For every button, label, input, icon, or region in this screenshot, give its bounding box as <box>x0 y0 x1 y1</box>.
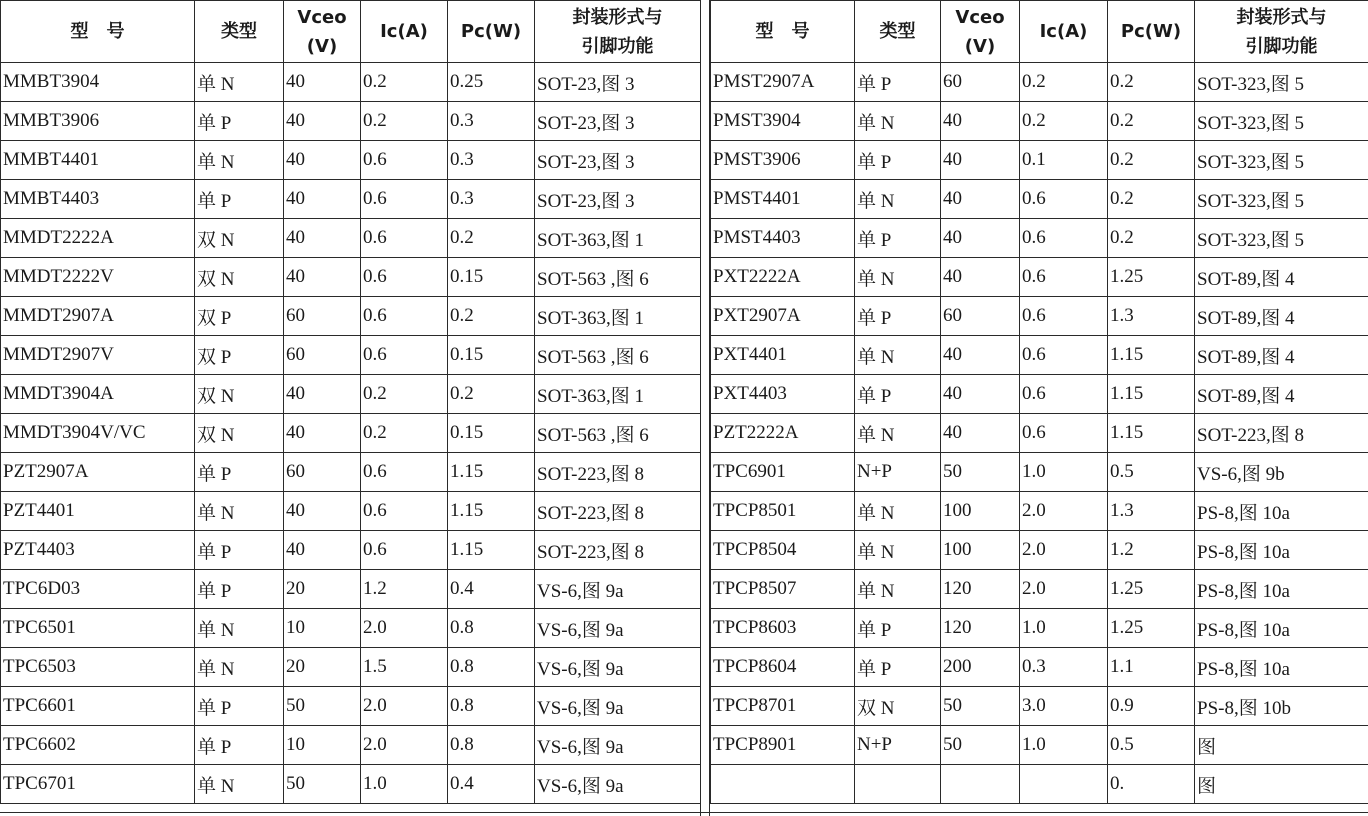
vceo-cell: 40 <box>284 180 361 219</box>
model-cell: MMDT3904A <box>1 375 195 414</box>
table-row <box>711 765 1368 804</box>
package-cell: SOT-23,图 3 <box>535 102 701 141</box>
ic-cell: 1.0 <box>1020 609 1108 648</box>
type-cell: 双 P <box>195 297 284 336</box>
vceo-cell: 20 <box>284 570 361 609</box>
type-cell: 双 N <box>195 414 284 453</box>
table-row <box>1 726 701 765</box>
table-row <box>1 765 701 804</box>
pc-cell: 0.3 <box>448 102 535 141</box>
package-cell: SOT-323,图 5 <box>1195 63 1368 102</box>
table-row <box>1 453 701 492</box>
table-row <box>711 570 1368 609</box>
table-divider <box>700 0 710 816</box>
ic-cell: 2.0 <box>1020 531 1108 570</box>
model-header: 型 号 <box>1 1 195 63</box>
ic-cell: 0.6 <box>1020 258 1108 297</box>
type-cell: 单 P <box>195 102 284 141</box>
ic-cell: 1.0 <box>361 765 448 804</box>
vceo-header-line2: (V) <box>964 35 996 57</box>
package-header <box>535 1 701 63</box>
pc-cell: 1.1 <box>1108 648 1195 687</box>
vceo-cell: 20 <box>284 648 361 687</box>
vceo-cell: 60 <box>284 297 361 336</box>
vceo-header-line2: (V) <box>306 35 338 57</box>
package-cell: SOT-363,图 1 <box>535 219 701 258</box>
type-cell: 单 N <box>195 765 284 804</box>
left-table-body <box>1 63 701 804</box>
vceo-cell: 50 <box>941 726 1020 765</box>
model-cell: PMST3906 <box>711 141 855 180</box>
ic-header: Ic(A) <box>1020 1 1108 63</box>
model-cell: TPC6D03 <box>1 570 195 609</box>
package-cell: SOT-323,图 5 <box>1195 102 1368 141</box>
ic-cell: 3.0 <box>1020 687 1108 726</box>
pc-header: Pc(W) <box>1108 1 1195 63</box>
pc-cell: 1.15 <box>448 453 535 492</box>
model-cell: PXT2907A <box>711 297 855 336</box>
pc-cell: 1.25 <box>1108 570 1195 609</box>
table-row <box>1 414 701 453</box>
ic-cell: 2.0 <box>361 726 448 765</box>
type-cell: 单 P <box>855 63 941 102</box>
vceo-cell: 40 <box>284 219 361 258</box>
model-cell: PMST4403 <box>711 219 855 258</box>
ic-cell: 0.6 <box>361 492 448 531</box>
table-row <box>711 102 1368 141</box>
package-cell: 图 <box>1195 726 1368 765</box>
pc-cell: 0.3 <box>448 180 535 219</box>
model-cell: TPCP8501 <box>711 492 855 531</box>
vceo-cell: 40 <box>941 258 1020 297</box>
package-cell: VS-6,图 9a <box>535 570 701 609</box>
pc-cell: 0.8 <box>448 726 535 765</box>
package-cell: SOT-89,图 4 <box>1195 336 1368 375</box>
type-cell: 单 N <box>855 258 941 297</box>
pc-cell: 0.2 <box>448 375 535 414</box>
type-cell: 单 N <box>195 648 284 687</box>
model-cell: TPC6601 <box>1 687 195 726</box>
ic-cell: 2.0 <box>1020 570 1108 609</box>
package-cell: SOT-223,图 8 <box>535 531 701 570</box>
bottom-rule <box>0 812 1368 813</box>
model-cell: PXT4403 <box>711 375 855 414</box>
ic-cell <box>1020 765 1108 804</box>
model-cell: TPCP8507 <box>711 570 855 609</box>
ic-cell: 0.6 <box>361 297 448 336</box>
pc-cell: 0.2 <box>448 297 535 336</box>
package-cell: SOT-323,图 5 <box>1195 180 1368 219</box>
vceo-cell: 50 <box>941 687 1020 726</box>
table-row <box>711 63 1368 102</box>
package-header-line1: 封装形式与 <box>1236 6 1327 28</box>
package-cell: SOT-23,图 3 <box>535 141 701 180</box>
model-cell: PXT2222A <box>711 258 855 297</box>
pc-cell: 0.25 <box>448 63 535 102</box>
right-table-body <box>711 63 1368 804</box>
table-row <box>711 648 1368 687</box>
ic-cell: 0.6 <box>361 180 448 219</box>
package-cell: VS-6,图 9a <box>535 687 701 726</box>
model-cell: TPCP8603 <box>711 609 855 648</box>
right-header-row <box>711 1 1368 63</box>
model-cell: TPCP8504 <box>711 531 855 570</box>
model-cell: TPC6602 <box>1 726 195 765</box>
table-row <box>711 531 1368 570</box>
pc-cell: 0.2 <box>1108 219 1195 258</box>
ic-cell: 1.0 <box>1020 453 1108 492</box>
vceo-cell: 50 <box>284 765 361 804</box>
ic-cell: 0.6 <box>361 531 448 570</box>
type-cell: 单 P <box>195 531 284 570</box>
type-cell: 单 P <box>195 726 284 765</box>
vceo-cell: 40 <box>941 375 1020 414</box>
pc-cell: 0.15 <box>448 258 535 297</box>
ic-cell: 0.6 <box>1020 219 1108 258</box>
model-cell: MMDT2222V <box>1 258 195 297</box>
vceo-cell: 40 <box>284 102 361 141</box>
pc-cell: 1.2 <box>1108 531 1195 570</box>
type-header: 类型 <box>195 1 284 63</box>
pc-cell: 1.15 <box>1108 375 1195 414</box>
vceo-cell: 40 <box>284 63 361 102</box>
pc-cell: 1.25 <box>1108 609 1195 648</box>
model-cell: MMBT4401 <box>1 141 195 180</box>
vceo-cell: 40 <box>284 258 361 297</box>
pc-cell: 0.2 <box>1108 141 1195 180</box>
table-row <box>1 609 701 648</box>
vceo-cell <box>941 765 1020 804</box>
table-row <box>711 726 1368 765</box>
ic-header: Ic(A) <box>361 1 448 63</box>
vceo-cell: 120 <box>941 609 1020 648</box>
type-cell: 单 P <box>855 297 941 336</box>
pc-cell: 0.9 <box>1108 687 1195 726</box>
vceo-cell: 40 <box>284 414 361 453</box>
type-cell: 单 N <box>195 141 284 180</box>
table-row <box>711 180 1368 219</box>
package-header <box>1195 1 1368 63</box>
table-row <box>711 375 1368 414</box>
vceo-header <box>284 1 361 63</box>
vceo-cell: 100 <box>941 492 1020 531</box>
package-cell: VS-6,图 9a <box>535 648 701 687</box>
model-cell: TPC6701 <box>1 765 195 804</box>
pc-cell: 0.8 <box>448 648 535 687</box>
type-cell: 单 P <box>195 180 284 219</box>
package-cell: SOT-23,图 3 <box>535 180 701 219</box>
package-cell: SOT-223,图 8 <box>535 492 701 531</box>
ic-cell: 2.0 <box>361 609 448 648</box>
package-cell: VS-6,图 9a <box>535 765 701 804</box>
model-cell: MMBT3904 <box>1 63 195 102</box>
table-row <box>1 570 701 609</box>
vceo-cell: 40 <box>284 492 361 531</box>
type-cell: 双 N <box>195 219 284 258</box>
vceo-cell: 40 <box>941 219 1020 258</box>
model-cell: PZT2907A <box>1 453 195 492</box>
model-cell: MMDT2222A <box>1 219 195 258</box>
pc-cell: 1.25 <box>1108 258 1195 297</box>
package-cell: SOT-323,图 5 <box>1195 219 1368 258</box>
ic-cell: 1.0 <box>1020 726 1108 765</box>
package-cell: SOT-563 ,图 6 <box>535 336 701 375</box>
type-cell: 单 P <box>195 570 284 609</box>
type-cell: 单 N <box>855 414 941 453</box>
package-cell: 图 <box>1195 765 1368 804</box>
vceo-header <box>941 1 1020 63</box>
type-cell: N+P <box>855 453 941 492</box>
package-cell: VS-6,图 9a <box>535 609 701 648</box>
package-cell: SOT-323,图 5 <box>1195 141 1368 180</box>
pc-cell: 0.4 <box>448 570 535 609</box>
vceo-cell: 40 <box>284 531 361 570</box>
pc-cell: 0.2 <box>1108 180 1195 219</box>
pc-cell: 1.3 <box>1108 297 1195 336</box>
package-cell: PS-8,图 10a <box>1195 609 1368 648</box>
model-cell: PZT2222A <box>711 414 855 453</box>
pc-cell: 0.2 <box>448 219 535 258</box>
pc-cell: 0.2 <box>1108 102 1195 141</box>
vceo-cell: 40 <box>941 336 1020 375</box>
type-cell <box>855 765 941 804</box>
ic-cell: 2.0 <box>361 687 448 726</box>
model-header: 型 号 <box>711 1 855 63</box>
ic-cell: 0.6 <box>361 336 448 375</box>
type-cell: 单 N <box>855 336 941 375</box>
table-row <box>1 141 701 180</box>
package-cell: SOT-89,图 4 <box>1195 258 1368 297</box>
model-cell: TPC6503 <box>1 648 195 687</box>
pc-cell: 0.8 <box>448 609 535 648</box>
vceo-cell: 40 <box>284 141 361 180</box>
table-row <box>1 258 701 297</box>
package-cell: SOT-89,图 4 <box>1195 375 1368 414</box>
package-cell: SOT-363,图 1 <box>535 375 701 414</box>
model-cell: TPC6901 <box>711 453 855 492</box>
left-header-row <box>1 1 701 63</box>
pc-cell: 0.15 <box>448 414 535 453</box>
table-row <box>1 687 701 726</box>
type-cell: 单 N <box>195 492 284 531</box>
type-cell: 单 P <box>195 453 284 492</box>
ic-cell: 0.2 <box>1020 63 1108 102</box>
pc-cell: 0.2 <box>1108 63 1195 102</box>
model-cell: MMDT2907V <box>1 336 195 375</box>
table-row <box>711 297 1368 336</box>
type-cell: 单 N <box>855 102 941 141</box>
package-cell: SOT-89,图 4 <box>1195 297 1368 336</box>
vceo-cell: 60 <box>284 336 361 375</box>
pc-cell: 0.3 <box>448 141 535 180</box>
vceo-cell: 60 <box>941 63 1020 102</box>
type-cell: 双 N <box>855 687 941 726</box>
ic-cell: 1.2 <box>361 570 448 609</box>
model-cell: TPCP8701 <box>711 687 855 726</box>
package-cell: PS-8,图 10a <box>1195 570 1368 609</box>
ic-cell: 1.5 <box>361 648 448 687</box>
pc-cell: 0.4 <box>448 765 535 804</box>
type-cell: N+P <box>855 726 941 765</box>
vceo-cell: 40 <box>941 102 1020 141</box>
vceo-cell: 10 <box>284 726 361 765</box>
vceo-cell: 100 <box>941 531 1020 570</box>
pc-header: Pc(W) <box>448 1 535 63</box>
pc-cell: 1.3 <box>1108 492 1195 531</box>
model-cell: TPCP8604 <box>711 648 855 687</box>
ic-cell: 0.2 <box>1020 102 1108 141</box>
ic-cell: 0.6 <box>1020 297 1108 336</box>
right-spec-table <box>710 0 1368 804</box>
model-cell: PMST2907A <box>711 63 855 102</box>
ic-cell: 0.3 <box>1020 648 1108 687</box>
vceo-cell: 200 <box>941 648 1020 687</box>
ic-cell: 0.2 <box>361 414 448 453</box>
package-cell: SOT-23,图 3 <box>535 63 701 102</box>
ic-cell: 0.2 <box>361 102 448 141</box>
package-cell: PS-8,图 10a <box>1195 648 1368 687</box>
ic-cell: 0.6 <box>361 141 448 180</box>
table-row <box>711 687 1368 726</box>
table-row <box>711 219 1368 258</box>
package-cell: VS-6,图 9b <box>1195 453 1368 492</box>
type-cell: 单 N <box>855 180 941 219</box>
pc-cell: 0. <box>1108 765 1195 804</box>
package-cell: PS-8,图 10a <box>1195 531 1368 570</box>
ic-cell: 0.2 <box>361 375 448 414</box>
ic-cell: 0.6 <box>361 219 448 258</box>
type-cell: 单 N <box>195 63 284 102</box>
table-row <box>711 141 1368 180</box>
model-cell <box>711 765 855 804</box>
model-cell: TPCP8901 <box>711 726 855 765</box>
pc-cell: 0.8 <box>448 687 535 726</box>
pc-cell: 1.15 <box>448 531 535 570</box>
type-cell: 单 P <box>855 219 941 258</box>
model-cell: MMDT3904V/VC <box>1 414 195 453</box>
model-cell: PMST4401 <box>711 180 855 219</box>
model-cell: PZT4401 <box>1 492 195 531</box>
vceo-header-line1: Vceo <box>297 6 347 28</box>
model-cell: PXT4401 <box>711 336 855 375</box>
ic-cell: 0.2 <box>361 63 448 102</box>
table-row <box>711 258 1368 297</box>
type-cell: 单 P <box>855 648 941 687</box>
package-cell: SOT-563 ,图 6 <box>535 258 701 297</box>
vceo-cell: 40 <box>941 414 1020 453</box>
package-header-line2: 引脚功能 <box>581 35 654 57</box>
type-header: 类型 <box>855 1 941 63</box>
pc-cell: 1.15 <box>448 492 535 531</box>
table-row <box>1 336 701 375</box>
table-row <box>1 492 701 531</box>
vceo-cell: 40 <box>941 141 1020 180</box>
table-row <box>1 648 701 687</box>
type-cell: 单 N <box>855 531 941 570</box>
pc-cell: 0.5 <box>1108 726 1195 765</box>
pc-cell: 1.15 <box>1108 414 1195 453</box>
table-row <box>1 180 701 219</box>
ic-cell: 0.6 <box>361 258 448 297</box>
ic-cell: 0.1 <box>1020 141 1108 180</box>
table-row <box>711 492 1368 531</box>
model-cell: MMBT3906 <box>1 102 195 141</box>
vceo-cell: 60 <box>284 453 361 492</box>
table-row <box>1 375 701 414</box>
type-cell: 单 P <box>855 609 941 648</box>
model-cell: PZT4403 <box>1 531 195 570</box>
vceo-cell: 120 <box>941 570 1020 609</box>
type-cell: 单 N <box>855 570 941 609</box>
table-row <box>1 63 701 102</box>
package-cell: PS-8,图 10a <box>1195 492 1368 531</box>
package-cell: SOT-223,图 8 <box>1195 414 1368 453</box>
package-header-line1: 封装形式与 <box>572 6 663 28</box>
type-cell: 双 P <box>195 336 284 375</box>
table-row <box>711 453 1368 492</box>
ic-cell: 0.6 <box>1020 336 1108 375</box>
ic-cell: 0.6 <box>1020 414 1108 453</box>
table-row <box>711 336 1368 375</box>
package-header-line2: 引脚功能 <box>1245 35 1318 57</box>
type-cell: 单 P <box>855 375 941 414</box>
model-cell: PMST3904 <box>711 102 855 141</box>
vceo-cell: 40 <box>284 375 361 414</box>
table-row <box>1 219 701 258</box>
type-cell: 单 P <box>195 687 284 726</box>
package-cell: SOT-363,图 1 <box>535 297 701 336</box>
type-cell: 单 N <box>195 609 284 648</box>
package-cell: SOT-223,图 8 <box>535 453 701 492</box>
type-cell: 双 N <box>195 258 284 297</box>
table-row <box>1 102 701 141</box>
table-row <box>711 609 1368 648</box>
ic-cell: 0.6 <box>1020 180 1108 219</box>
ic-cell: 2.0 <box>1020 492 1108 531</box>
type-cell: 双 N <box>195 375 284 414</box>
package-cell: SOT-563 ,图 6 <box>535 414 701 453</box>
ic-cell: 0.6 <box>361 453 448 492</box>
model-cell: MMDT2907A <box>1 297 195 336</box>
vceo-cell: 50 <box>284 687 361 726</box>
vceo-cell: 60 <box>941 297 1020 336</box>
vceo-cell: 40 <box>941 180 1020 219</box>
table-row <box>711 414 1368 453</box>
package-cell: PS-8,图 10b <box>1195 687 1368 726</box>
type-cell: 单 N <box>855 492 941 531</box>
model-cell: MMBT4403 <box>1 180 195 219</box>
type-cell: 单 P <box>855 141 941 180</box>
ic-cell: 0.6 <box>1020 375 1108 414</box>
pc-cell: 0.5 <box>1108 453 1195 492</box>
vceo-cell: 10 <box>284 609 361 648</box>
vceo-cell: 50 <box>941 453 1020 492</box>
table-row <box>1 531 701 570</box>
pc-cell: 0.15 <box>448 336 535 375</box>
package-cell: VS-6,图 9a <box>535 726 701 765</box>
model-cell: TPC6501 <box>1 609 195 648</box>
pc-cell: 1.15 <box>1108 336 1195 375</box>
vceo-header-line1: Vceo <box>955 6 1005 28</box>
table-row <box>1 297 701 336</box>
